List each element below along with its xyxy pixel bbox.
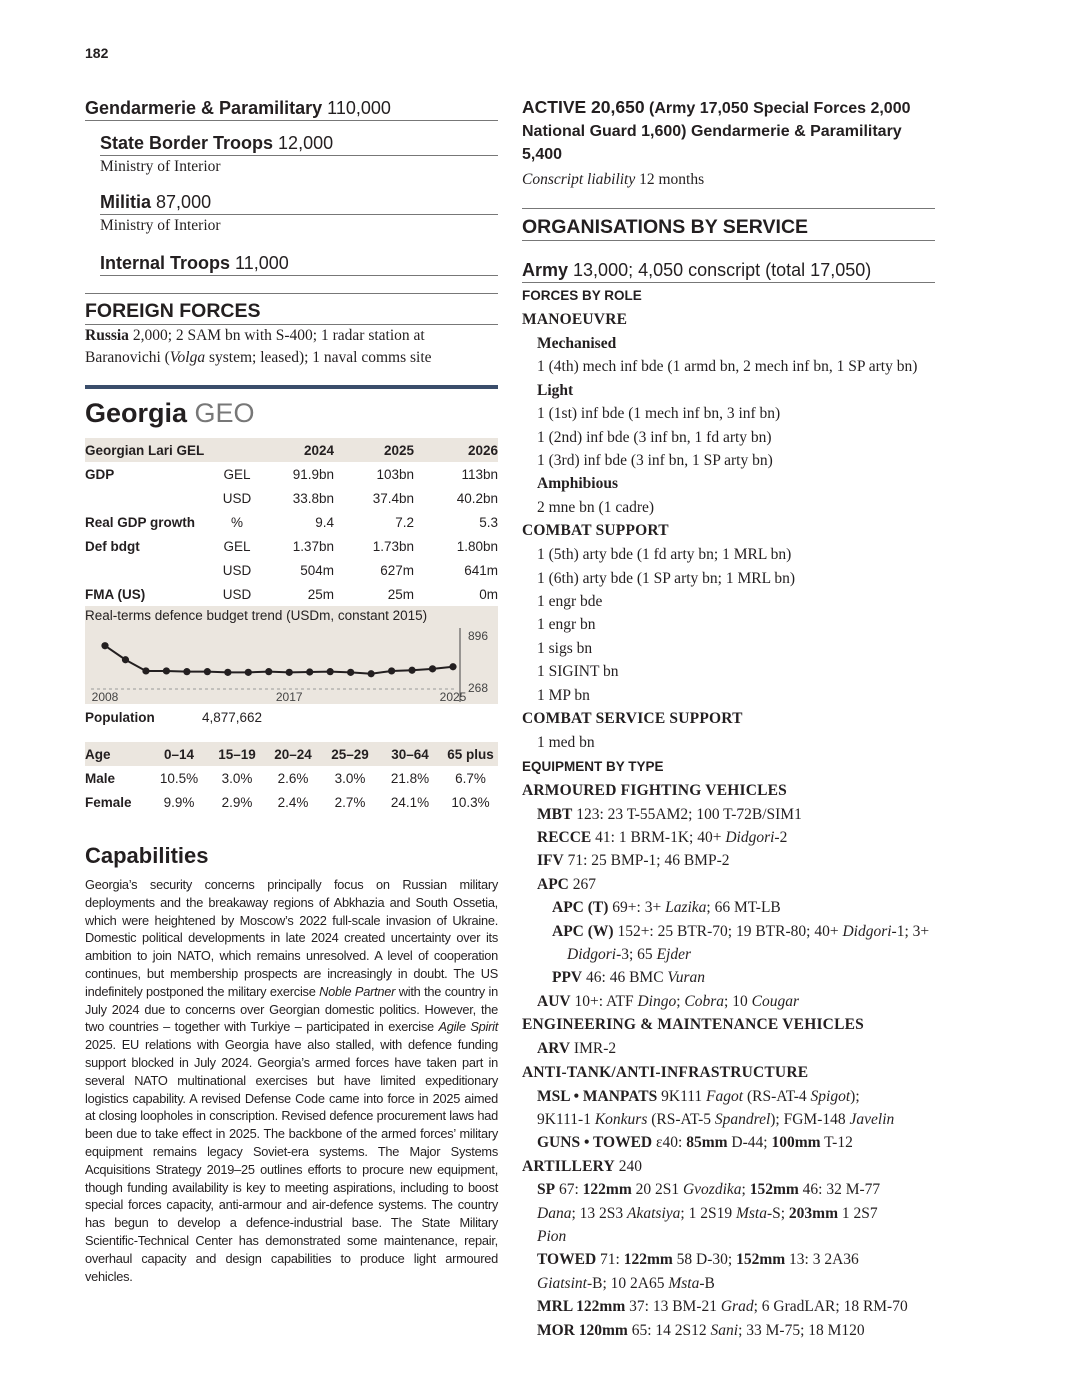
table-row: Def bdgt GEL 1.37bn 1.73bn 1.80bn <box>85 538 498 554</box>
age-table <box>85 742 498 814</box>
internal-troops-block <box>100 251 498 276</box>
list-item: 1 MP bn <box>537 686 590 704</box>
list-item: 1 (4th) mech inf bde (1 armd bn, 2 mech inf bn, 1 SP arty bn) <box>537 358 918 376</box>
data-point <box>327 668 334 675</box>
list-item: APC 267 <box>537 875 596 893</box>
subcategory-heading: Mechanised <box>537 335 617 352</box>
table-row: Female 9.9% 2.9% 2.4% 2.7% 24.1% 10.3% <box>85 794 490 810</box>
population-row <box>85 704 498 732</box>
data-point <box>204 668 211 675</box>
border-troops-block <box>100 131 498 178</box>
divider <box>85 293 498 294</box>
list-item: MBT 123: 23 T-55AM2; 100 T-72B/SIM1 <box>537 805 802 823</box>
left-column <box>85 96 498 1285</box>
list-item: 1 sigs bn <box>537 639 593 657</box>
category-heading: MANOEUVRE <box>522 311 628 328</box>
list-item: MOR 120mm 65: 14 2S12 Sani; 33 M-75; 18 M120 <box>537 1321 865 1339</box>
border-troops-note: Ministry of Interior <box>100 158 221 175</box>
trend-chart-svg <box>85 626 498 704</box>
militia-heading: Militia 87,000 <box>100 190 498 215</box>
country-title: Georgia GEO <box>85 398 255 428</box>
list-item: 1 engr bn <box>537 616 596 634</box>
category-heading: ANTI-TANK/ANTI-INFRASTRUCTURE <box>522 1063 809 1081</box>
list-item: 1 (1st) inf bde (1 mech inf bn, 3 inf bn) <box>537 405 781 423</box>
page-number: 182 <box>85 45 109 61</box>
capabilities-text: Georgia’s security concerns principally focus on Russian military deployments and the breakaway regions of Abkhazia and South Ossetia, which were heightened by Moscow’s 2022 full-scale invasion of Ukraine. Domestic political developments in late 2024 created uncertainty over its ambition to join NATO, which remains unresolved. A level of cooperation continues, but membership prospects are increasingly in doubt. The US indefinitely postponed the military exercise Noble Partner with the country in July 2024 due to concerns over Georgian domestic politics. However, the two countries – together with Turkiye – participated in exercise Agile Spirit 2025. EU relations with Georgia have also stalled, with defence funding support blocked in July 2024. Georgia’s armed forces have taken part in several NATO multinational exercises but have limited expeditionary logistics capability. A revised Defense Code came into force in 2025 aimed at closing loopholes in conscription. Revised defence procurement laws had been due to take effect in 2025. The backbone of the armed forces’ military equipment remains legacy Soviet-era systems. The Major Systems Acquisitions Strategy 2019–25 outlines efforts to procure new equipment, though funding availability is key to meeting aspirations, including to boost special forces capacity, anti-armour and air-defence systems. The country has begun to develop a defence-industrial base. The State Military Scientific-Technical Center has demonstrated some maintenance, repair, overhaul capacity and design capabilities to produce light armoured vehicles. <box>85 877 499 1284</box>
data-point <box>306 668 313 675</box>
data-point <box>368 670 375 677</box>
list-item: AUV 10+: ATF Dingo; Cobra; 10 Cougar <box>537 992 799 1010</box>
table-row: USD 504m 627m 641m <box>222 562 498 578</box>
chart-title: Real-terms defence budget trend (USDm, constant 2015) <box>85 608 428 623</box>
budget-trend-chart <box>85 606 498 704</box>
year-header: 2025 <box>334 438 414 462</box>
right-column <box>522 96 935 1342</box>
list-item: PPV 46: 46 BMC Vuran <box>552 969 706 987</box>
list-item: GUNS • TOWED ε40: 85mm D-44; 100mm T-12 <box>537 1134 853 1152</box>
list-item: APC (T) 69+: 3+ Lazika; 66 MT-LB <box>552 899 781 917</box>
subcategory-heading: Light <box>537 381 574 399</box>
list-item: 2 mne bn (1 cadre) <box>537 498 655 516</box>
table-row: Male 10.5% 3.0% 2.6% 3.0% 21.8% 6.7% <box>85 770 486 786</box>
economic-table <box>85 438 498 606</box>
list-item: 1 (6th) arty bde (1 SP arty bn; 1 MRL bn) <box>537 569 796 587</box>
table-row: FMA (US) USD 25m 25m 0m <box>85 586 498 602</box>
list-item: 1 SIGINT bn <box>537 663 619 681</box>
list-item: APC (W) 152+: 25 BTR-70; 19 BTR-80; 40+ Didgori-1; 3+ Didgori-3; 65 Ejder <box>552 922 930 963</box>
list-item: 1 engr bde <box>537 593 603 611</box>
equipment-by-type-heading: EQUIPMENT BY TYPE <box>522 758 664 774</box>
population-label: Population <box>85 710 155 725</box>
data-point <box>163 667 170 674</box>
x-tick-label: 2008 <box>91 690 119 704</box>
y-tick-label: 268 <box>468 681 489 695</box>
country-divider <box>85 385 498 389</box>
subcategory-heading: Amphibious <box>537 475 618 493</box>
series-line <box>105 646 453 674</box>
internal-troops-heading: Internal Troops 11,000 <box>100 251 498 276</box>
gendarmerie-heading: Gendarmerie & Paramilitary 110,000 <box>85 96 498 121</box>
divider <box>522 208 935 209</box>
data-point <box>183 668 190 675</box>
data-point <box>122 656 129 663</box>
active-strength: ACTIVE 20,650 (Army 17,050 Special Forces 2,000 National Guard 1,600) Gendarmerie & Paramilitary 5,400 <box>522 97 911 163</box>
list-item: MSL • MANPATS 9K111 Fagot (RS-AT-4 Spigot); 9K111-1 Konkurs (RS-AT-5 Spandrel); FGM-148 Javelin <box>537 1087 895 1128</box>
data-point <box>429 665 436 672</box>
y-tick-label: 896 <box>468 629 489 643</box>
list-item: RECCE 41: 1 BRM-1K; 40+ Didgori-2 <box>537 828 788 846</box>
year-header: 2026 <box>414 438 498 462</box>
x-tick-label: 2017 <box>275 690 303 704</box>
currency-label: Georgian Lari GEL <box>85 438 215 462</box>
organisations-heading: ORGANISATIONS BY SERVICE <box>522 214 935 241</box>
foreign-forces-heading: FOREIGN FORCES <box>85 298 498 325</box>
data-point <box>245 669 252 676</box>
list-item: 1 (2nd) inf bde (3 inf bn, 1 fd arty bn) <box>537 428 772 446</box>
category-heading: ENGINEERING & MAINTENANCE VEHICLES <box>522 1016 864 1034</box>
foreign-forces-text: Russia 2,000; 2 SAM bn with S-400; 1 radar station at Baranovichi (Volga system; leased); 1 naval comms site <box>85 327 432 366</box>
list-item: 1 (5th) arty bde (1 fd arty bn; 1 MRL bn) <box>537 546 792 564</box>
list-item: SP 67: 122mm 20 2S1 Gvozdika; 152mm 46: 32 M-77 Dana; 13 2S3 Akatsiya; 1 2S19 Msta-S; 203mm 1 2S7 Pion <box>537 1181 881 1245</box>
year-header: 2024 <box>259 438 334 462</box>
militia-block <box>100 190 498 237</box>
data-point <box>265 668 272 675</box>
table-row: USD 33.8bn 37.4bn 40.2bn <box>222 490 498 506</box>
table-row: GDP GEL 91.9bn 103bn 113bn <box>85 466 498 482</box>
forces-by-role-heading: FORCES BY ROLE <box>522 288 642 303</box>
list-item: ARV IMR-2 <box>537 1040 617 1058</box>
data-point <box>388 667 395 674</box>
category-heading: COMBAT SERVICE SUPPORT <box>522 710 743 728</box>
list-item: MRL 122mm 37: 13 BM-21 Grad; 6 GradLAR; 18 RM-70 <box>537 1298 908 1316</box>
table-row: Real GDP growth % 9.4 7.2 5.3 <box>85 514 498 530</box>
category-heading: COMBAT SUPPORT <box>522 522 669 540</box>
list-item: 1 (3rd) inf bde (3 inf bn, 1 SP arty bn) <box>537 452 773 470</box>
list-item: ARTILLERY 240 <box>522 1157 642 1175</box>
econ-header-row <box>85 438 498 462</box>
category-heading: ARMOURED FIGHTING VEHICLES <box>522 781 788 799</box>
army-heading: Army 13,000; 4,050 conscript (total 17,050) <box>522 258 935 283</box>
list-item: 1 med bn <box>537 734 595 752</box>
population-value: 4,877,662 <box>202 710 263 725</box>
border-troops-heading: State Border Troops 12,000 <box>100 131 498 156</box>
age-header-row: Age 0–14 15–19 20–24 25–29 30–64 65 plus <box>85 742 498 766</box>
x-tick-label: 2025 <box>439 690 467 704</box>
data-point <box>142 667 149 674</box>
list-item: TOWED 71: 122mm 58 D-30; 152mm 13: 3 2A36 Giatsint-B; 10 2A65 Msta-B <box>537 1251 859 1292</box>
data-point <box>101 642 108 649</box>
capabilities-heading: Capabilities <box>85 843 209 868</box>
data-point <box>224 669 231 676</box>
conscript-liability: Conscript liability 12 months <box>522 171 705 188</box>
data-point <box>449 663 456 670</box>
list-item: IFV 71: 25 BMP-1; 46 BMP-2 <box>537 852 730 870</box>
data-point <box>347 669 354 676</box>
data-point <box>408 667 415 674</box>
data-point <box>286 669 293 676</box>
militia-note: Ministry of Interior <box>100 217 221 234</box>
